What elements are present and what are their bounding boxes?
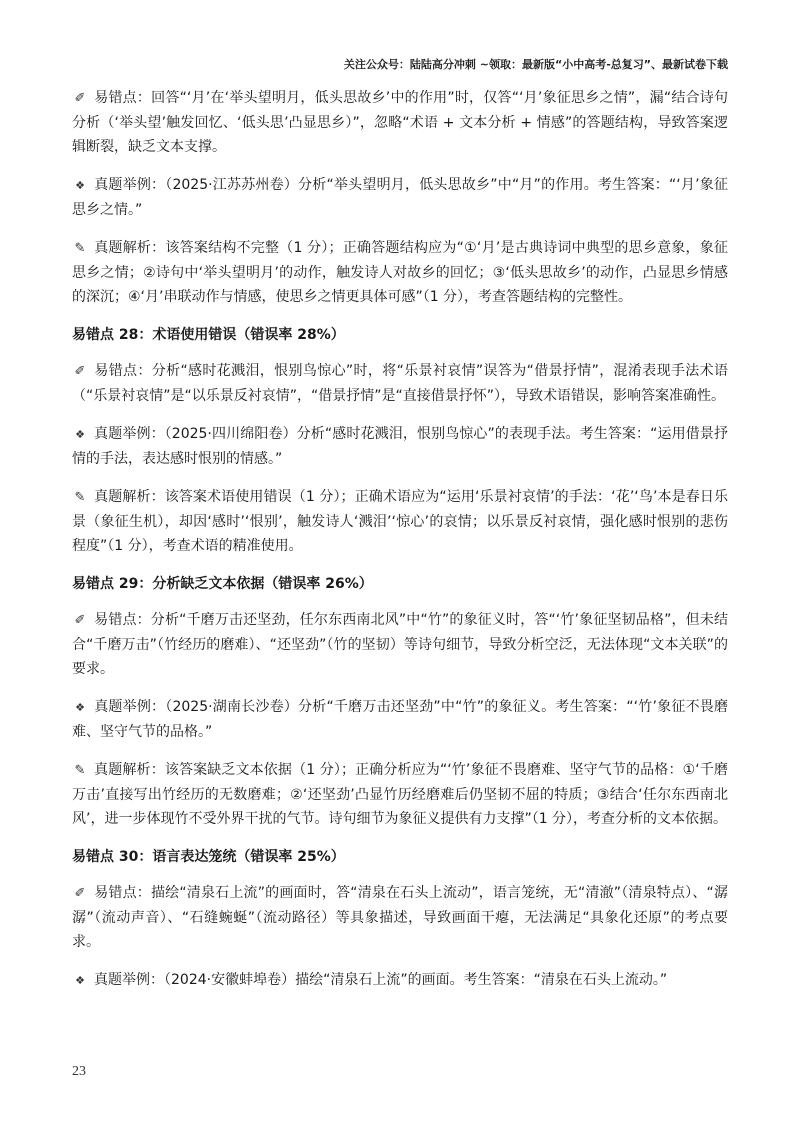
example-text: 真题举例：（2025·四川绵阳卷）分析“感时花溅泪，恨别鸟惊心”的表现手法。考生答案：“运用借景抒情的手法，表达感时恨别的情感。”	[72, 426, 728, 467]
diamond-bullet-icon: ❖	[75, 428, 85, 441]
diamond-bullet-icon: ❖	[75, 974, 85, 987]
mistake-paragraph	[72, 359, 728, 408]
analysis-text: 真题解析：该答案结构不完整（1 分）；正确答题结构应为“①‘月’是古典诗词中典型的思乡意象，象征思乡之情；②诗句中‘举头望明月’的动作，触发诗人对故乡的回忆；③‘低头思故乡’的动作，凸显思乡情感的深沉；④‘月’串联动作与情感，使思乡之情更具体可感”（1 分），考查答题结构的完整性。	[72, 240, 728, 305]
analysis-paragraph	[72, 236, 728, 309]
example-text: 真题举例：（2025·江苏苏州卷）分析“举头望明月，低头思故乡”中“月”的作用。考生答案：“‘月’象征思乡之情。”	[72, 177, 728, 218]
example-paragraph	[72, 422, 728, 471]
mistake-text: 易错点：分析“千磨万击还坚劲，任尔东西南北风”中“竹”的象征义时，答“‘竹’象征坚韧品格”，但未结合“千磨万击”（竹经历的磨难）、“还坚劲”（竹的坚韧）等诗句细节，导致分析空泛，无法体现“文本关联”的要求。	[72, 612, 728, 677]
example-paragraph	[72, 968, 728, 993]
analysis-paragraph	[72, 485, 728, 558]
page-number: 23	[72, 1064, 86, 1079]
pen-nib-icon: ✎	[74, 490, 86, 505]
diamond-bullet-icon: ❖	[75, 701, 85, 714]
diamond-bullet-icon: ❖	[75, 179, 85, 192]
pen-nib-icon: ✎	[74, 763, 86, 778]
example-paragraph	[72, 173, 728, 222]
mistake-text: 易错点：分析“感时花溅泪，恨别鸟惊心”时，将“乐景衬哀情”误答为“借景抒情”，混淆表现手法术语（“乐景衬哀情”是“以乐景反衬哀情”，“借景抒情”是“直接借景抒怀”），导致术语错误，影响答案准确性。	[72, 363, 728, 404]
pencil-icon: ✐	[74, 91, 86, 106]
example-text: 真题举例：（2024·安徽蚌埠卷）描绘“清泉石上流”的画面。考生答案：“清泉在石头上流动。”	[94, 972, 668, 988]
mistake-paragraph	[72, 86, 728, 159]
section-heading-29: 易错点 29：分析缺乏文本依据（错误率 26%）	[72, 576, 373, 592]
analysis-text: 真题解析：该答案术语使用错误（1 分）；正确术语应为“运用‘乐景衬哀情’的手法：‘花’‘鸟’本是春日乐景（象征生机），却因‘感时’‘恨别’，触发诗人‘溅泪’‘惊心’的哀情；以乐景反衬哀情，强化感时恨别的悲伤程度”（1 分），考查术语的精准使用。	[72, 489, 728, 554]
section-heading-30: 易错点 30：语言表达笼统（错误率 25%）	[72, 849, 345, 865]
document-body	[72, 86, 728, 1007]
page-header: 关注公众号：陆陆高分冲刺 ~领取：最新版“小中高考-总复习”、最新试卷下载	[343, 58, 728, 71]
analysis-text: 真题解析：该答案缺乏文本依据（1 分）；正确分析应为“‘竹’象征不畏磨难、坚守气节的品格：①‘千磨万击’直接写出竹经历的无数磨难；②‘还坚劲’凸显竹历经磨难后仍坚韧不屈的特质；③结合‘任尔东西南北风’，进一步体现竹不受外界干扰的气节。诗句细节为象征义提供有力支撑”（1 分），考查分析的文本依据。	[72, 762, 728, 827]
pencil-icon: ✐	[74, 886, 86, 901]
analysis-paragraph	[72, 758, 728, 831]
pencil-icon: ✐	[74, 613, 86, 628]
mistake-text: 易错点：回答“‘月’在‘举头望明月，低头思故乡’中的作用”时，仅答“‘月’象征思乡之情”，漏“结合诗句分析（‘举头望’触发回忆、‘低头思’凸显思乡）”，忽略“术语 + 文本分析 + 情感”的答题结构，导致答案逻辑断裂，缺乏文本支撑。	[72, 90, 728, 155]
pencil-icon: ✐	[74, 364, 86, 379]
example-paragraph	[72, 695, 728, 744]
mistake-text: 易错点：描绘“清泉石上流”的画面时，答“清泉在石头上流动”，语言笼统，无“清澈”（清泉特点）、“潺潺”（流动声音）、“石缝蜿蜒”（流动路径）等具象描述，导致画面干瘪，无法满足“具象化还原”的考点要求。	[72, 885, 728, 950]
example-text: 真题举例：（2025·湖南长沙卷）分析“千磨万击还坚劲”中“竹”的象征义。考生答案：“‘竹’象征不畏磨难、坚守气节的品格。”	[72, 699, 728, 740]
mistake-paragraph	[72, 881, 728, 954]
pen-nib-icon: ✎	[74, 241, 86, 256]
mistake-paragraph	[72, 608, 728, 681]
section-heading-28: 易错点 28：术语使用错误（错误率 28%）	[72, 327, 345, 343]
